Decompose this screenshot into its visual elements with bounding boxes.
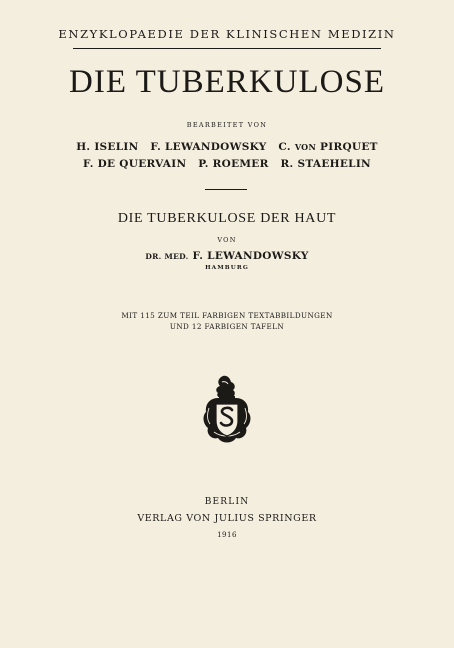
publisher-city: BERLIN bbox=[204, 497, 250, 507]
top-rule bbox=[73, 48, 381, 49]
illustrations-line-2: UND 12 FARBIGEN TAFELN bbox=[169, 322, 285, 331]
edited-by-label: BEARBEITET VON bbox=[186, 121, 268, 129]
author-lewandowsky: F. LEWANDOWSKY bbox=[150, 141, 267, 153]
publication-year: 1916 bbox=[217, 531, 237, 539]
author-pirquet-initial: C. bbox=[278, 141, 291, 153]
author-roemer: P. ROEMER bbox=[198, 158, 269, 170]
series-title: ENZYKLOPAEDIE DER KLINISCHEN MEDIZIN bbox=[58, 27, 396, 41]
volume-title: DIE TUBERKULOSE DER HAUT bbox=[117, 211, 337, 226]
author-title: DR. MED. bbox=[145, 252, 189, 261]
authors-line-1 bbox=[0, 141, 454, 153]
author-staehelin: R. STAEHELIN bbox=[280, 158, 371, 170]
author-name: F. LEWANDOWSKY bbox=[192, 250, 309, 262]
publisher-name: VERLAG VON JULIUS SPRINGER bbox=[137, 513, 317, 524]
by-label: VON bbox=[217, 236, 237, 244]
author-iselin: H. ISELIN bbox=[76, 141, 139, 153]
authors-line-2 bbox=[0, 158, 454, 170]
springer-knight-emblem-icon bbox=[196, 374, 258, 446]
author-city: HAMBURG bbox=[205, 265, 249, 271]
illustrations-line-1: MIT 115 ZUM TEIL FARBIGEN TEXTABBILDUNGEN bbox=[121, 311, 333, 320]
middle-rule bbox=[205, 189, 247, 190]
author-pirquet-von: VON bbox=[294, 142, 317, 152]
author-de-quervain: F. DE QUERVAIN bbox=[83, 158, 187, 170]
main-title: DIE TUBERKULOSE bbox=[69, 64, 385, 100]
volume-author bbox=[0, 250, 454, 262]
author-pirquet-name: PIRQUET bbox=[320, 141, 378, 153]
